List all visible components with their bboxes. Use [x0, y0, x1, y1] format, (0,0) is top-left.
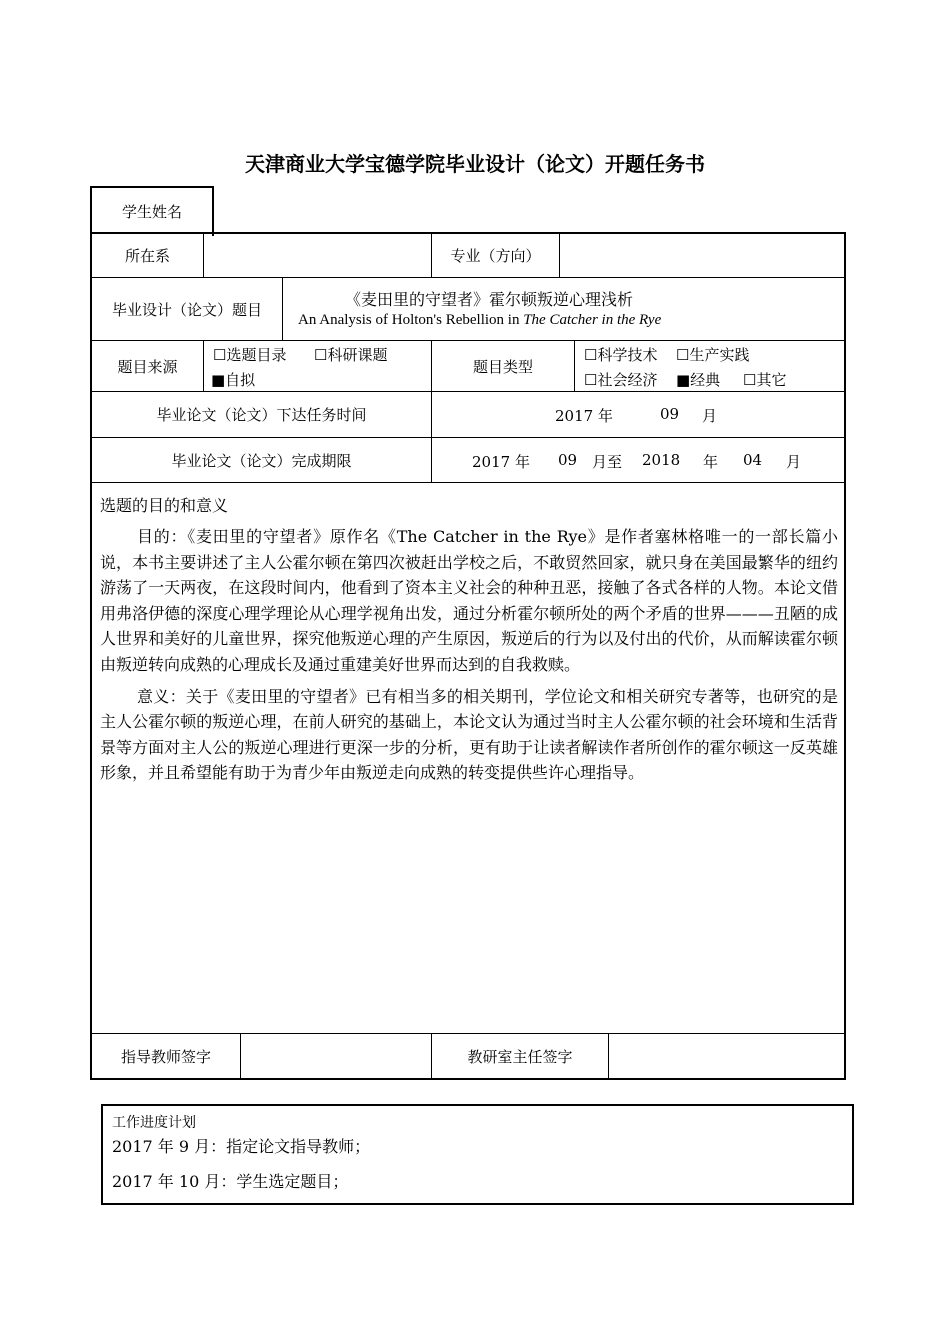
- deadline-end-month: 04: [743, 451, 763, 469]
- deadline-label: 毕业论文（论文）完成期限: [171, 451, 352, 470]
- major-value[interactable]: [560, 234, 844, 277]
- topic-en-italic: The Catcher in the Rye: [523, 312, 662, 328]
- assign-time-year: 2017 年: [555, 407, 613, 425]
- document-title: 天津商业大学宝德学院毕业设计（论文）开题任务书: [245, 152, 705, 176]
- source-label: 题目来源: [117, 357, 178, 376]
- assign-time-label: 毕业论文（论文）下达任务时间: [156, 406, 367, 424]
- purpose-paragraph-significance: 意义：关于《麦田里的守望者》已有相当多的相关期刊，学位论文和相关研究专著等，也研究的是主人公霍尔顿的叛逆心理，在前人研究的基础上，本论文认为通过当时主人公霍尔顿的社会环境和生活背景等方面对主人公的叛逆心理进行更深一步的分析，更有助于让读者解读作者所创作的霍尔顿这一反英雄形象，并且希望能有助于为青少年由叛逆走向成熟的转变提供些许心理指导。: [100, 686, 838, 783]
- schedule-item: 2017 年 10 月：学生选定题目；: [112, 1172, 349, 1191]
- assign-time-month-unit: 月: [702, 407, 718, 425]
- director-signature-label: 教研室主任签字: [467, 1047, 573, 1066]
- source-option-catalog[interactable]: ☐选题目录: [213, 346, 287, 364]
- major-label: 专业（方向）: [450, 247, 541, 265]
- purpose-heading: 选题的目的和意义: [100, 496, 229, 515]
- advisor-signature-field[interactable]: [241, 1034, 431, 1078]
- type-option-other[interactable]: ☐其它: [743, 371, 787, 389]
- topic-en-prefix: An Analysis of Holton's Rebellion in: [298, 312, 524, 328]
- director-signature-field[interactable]: [609, 1034, 844, 1078]
- deadline-end-month-unit: 月: [786, 453, 802, 471]
- schedule-item: 2017 年 9 月：指定论文指导教师；: [112, 1137, 371, 1156]
- department-value[interactable]: [204, 234, 431, 277]
- deadline-end-year: 2018: [642, 451, 681, 469]
- advisor-signature-label: 指导教师签字: [120, 1047, 211, 1066]
- type-option-social[interactable]: ☐社会经济: [584, 371, 658, 389]
- source-option-research[interactable]: ☐科研课题: [314, 346, 388, 364]
- topic-en: [298, 312, 661, 329]
- type-label: 题目类型: [472, 357, 533, 376]
- deadline-end-year-unit: 年: [703, 453, 719, 471]
- assign-time-month: 09: [660, 405, 680, 423]
- type-option-production[interactable]: ☐生产实践: [676, 346, 750, 364]
- student-name-label: 学生姓名: [121, 202, 182, 221]
- type-option-classic[interactable]: ■经典: [676, 371, 721, 389]
- topic-cn: 《麦田里的守望者》霍尔顿叛逆心理浅析: [345, 290, 634, 309]
- department-label: 所在系: [124, 247, 170, 265]
- purpose-section: [100, 493, 838, 792]
- deadline-start-year: 2017 年: [472, 453, 530, 471]
- schedule-heading: 工作进度计划: [112, 1115, 196, 1131]
- purpose-paragraph-aim: 目的：《麦田里的守望者》原作名《The Catcher in the Rye》是作者塞林格唯一的一部长篇小说，本书主要讲述了主人公霍尔顿在第四次被赶出学校之后，不敢贸然回家，就只身在美国最繁华的纽约游荡了一天两夜，在这段时间内，他看到了资本主义社会的种种丑恶，接触了各式各样的人物。本论文借用弗洛伊德的深度心理学理论从心理学视角出发，通过分析霍尔顿所处的两个矛盾的世界———丑陋的成人世界和美好的儿童世界，探究他叛逆心理的产生原因，叛逆后的行为以及付出的代价，从而解读霍尔顿由叛逆转向成熟的心理成长及通过重建美好世界而达到的自我救赎。: [100, 527, 838, 674]
- type-option-science[interactable]: ☐科学技术: [584, 346, 658, 364]
- deadline-start-month: 09: [558, 451, 578, 469]
- topic-label: 毕业设计（论文）题目: [111, 300, 262, 319]
- source-option-self[interactable]: ■自拟: [211, 371, 256, 389]
- deadline-to: 月至: [592, 453, 623, 471]
